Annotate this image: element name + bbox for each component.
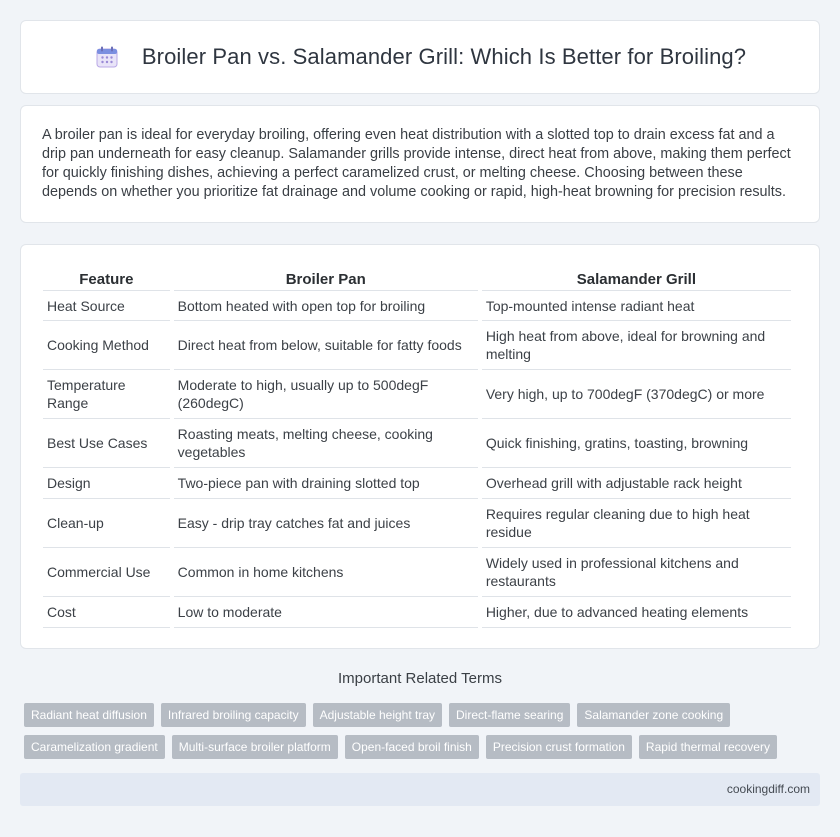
table-header-row bbox=[43, 263, 791, 291]
table-row bbox=[43, 468, 791, 499]
table-row bbox=[43, 499, 791, 548]
table-cell-broiler: Bottom heated with open top for broiling bbox=[174, 291, 478, 321]
table-cell-salamander: Quick finishing, gratins, toasting, browning bbox=[482, 419, 791, 468]
related-terms-row-2 bbox=[24, 735, 824, 759]
table-cell-salamander: Very high, up to 700degF (370degC) or more bbox=[482, 370, 791, 419]
comparison-table-card bbox=[20, 244, 820, 649]
table-cell-broiler: Two-piece pan with draining slotted top bbox=[174, 468, 478, 499]
table-cell-broiler: Direct heat from below, suitable for fatty foods bbox=[174, 321, 478, 370]
table-cell-salamander: Widely used in professional kitchens and restaurants bbox=[482, 548, 791, 597]
table-cell-salamander: Top-mounted intense radiant heat bbox=[482, 291, 791, 321]
related-term-tag[interactable]: Rapid thermal recovery bbox=[639, 735, 777, 759]
comparison-table bbox=[39, 263, 795, 628]
table-cell-feature: Heat Source bbox=[43, 291, 170, 321]
page-title: Broiler Pan vs. Salamander Grill: Which Is Better for Broiling? bbox=[141, 44, 747, 69]
table-cell-salamander: Higher, due to advanced heating elements bbox=[482, 597, 791, 628]
related-term-tag[interactable]: Direct-flame searing bbox=[449, 703, 570, 727]
related-terms-heading: Important Related Terms bbox=[338, 670, 502, 687]
related-term-tag[interactable]: Salamander zone cooking bbox=[577, 703, 730, 727]
footer-bar bbox=[20, 773, 820, 806]
table-cell-feature: Cooking Method bbox=[43, 321, 170, 370]
table-cell-feature: Temperature Range bbox=[43, 370, 170, 419]
table-row bbox=[43, 321, 791, 370]
table-row bbox=[43, 597, 791, 628]
related-term-tag[interactable]: Multi-surface broiler platform bbox=[172, 735, 338, 759]
table-row bbox=[43, 419, 791, 468]
intro-paragraph: A broiler pan is ideal for everyday broiling, offering even heat distribution with a slotted top to drain excess fat and a drip pan underneath for easy cleanup. Salamander grills provide intense, direct heat from above, making them perfect for quickly finishing dishes, achieving a perfect caramelized crust, or melting cheese. Choosing between these depends on whether you prioritize fat drainage and volume cooking or rapid, high-heat browning for precision results. bbox=[42, 127, 791, 200]
header-salamander-grill: Salamander Grill bbox=[482, 263, 791, 291]
table-cell-feature: Commercial Use bbox=[43, 548, 170, 597]
table-cell-broiler: Moderate to high, usually up to 500degF (260degC) bbox=[174, 370, 478, 419]
related-term-tag[interactable]: Precision crust formation bbox=[486, 735, 632, 759]
table-row bbox=[43, 548, 791, 597]
footer-site-link[interactable]: cookingdiff.com bbox=[726, 782, 810, 796]
table-cell-salamander: High heat from above, ideal for browning and melting bbox=[482, 321, 791, 370]
table-cell-feature: Clean-up bbox=[43, 499, 170, 548]
calendar-icon bbox=[94, 44, 120, 70]
table-row bbox=[43, 370, 791, 419]
header-broiler-pan: Broiler Pan bbox=[174, 263, 478, 291]
related-term-tag[interactable]: Infrared broiling capacity bbox=[161, 703, 306, 727]
header-feature: Feature bbox=[43, 263, 170, 291]
related-terms-row-1 bbox=[24, 703, 824, 727]
table-cell-salamander: Overhead grill with adjustable rack height bbox=[482, 468, 791, 499]
table-cell-feature: Design bbox=[43, 468, 170, 499]
intro-card bbox=[20, 105, 820, 223]
table-cell-feature: Best Use Cases bbox=[43, 419, 170, 468]
table-cell-broiler: Common in home kitchens bbox=[174, 548, 478, 597]
related-term-tag[interactable]: Caramelization gradient bbox=[24, 735, 165, 759]
table-cell-broiler: Roasting meats, melting cheese, cooking vegetables bbox=[174, 419, 478, 468]
table-cell-broiler: Easy - drip tray catches fat and juices bbox=[174, 499, 478, 548]
title-card bbox=[20, 20, 820, 94]
related-term-tag[interactable]: Open-faced broil finish bbox=[345, 735, 479, 759]
table-cell-broiler: Low to moderate bbox=[174, 597, 478, 628]
related-term-tag[interactable]: Radiant heat diffusion bbox=[24, 703, 154, 727]
table-cell-feature: Cost bbox=[43, 597, 170, 628]
related-term-tag[interactable]: Adjustable height tray bbox=[313, 703, 442, 727]
table-row bbox=[43, 291, 791, 321]
table-cell-salamander: Requires regular cleaning due to high heat residue bbox=[482, 499, 791, 548]
